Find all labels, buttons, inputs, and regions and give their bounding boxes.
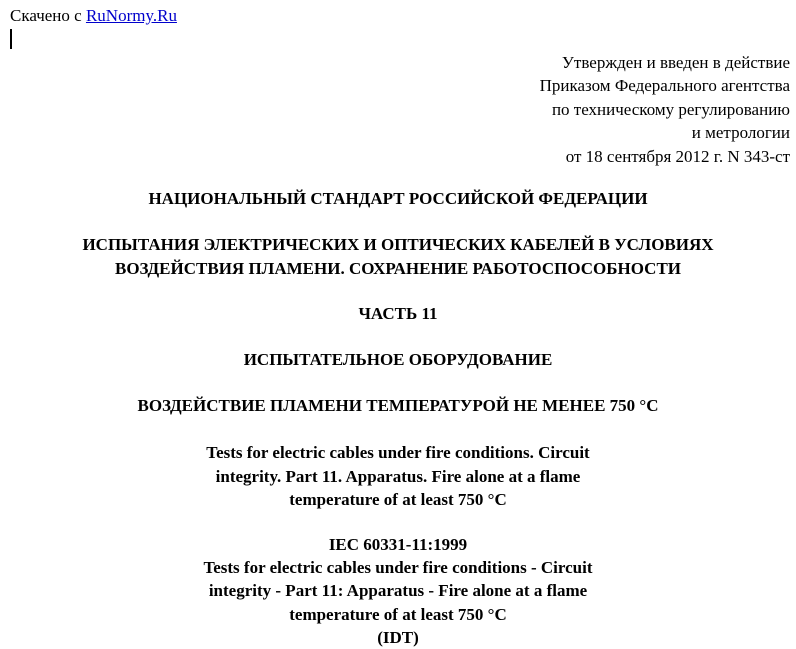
- approval-line: от 18 сентября 2012 г. N 343-ст: [565, 146, 790, 166]
- english-title: [0, 441, 796, 512]
- subtitle-heading: [0, 348, 796, 371]
- approval-line: и метрологии: [691, 123, 790, 143]
- document-title: [0, 233, 796, 280]
- part-heading: [0, 302, 796, 325]
- iec-title-line: temperature of at least 750 °C: [289, 604, 507, 624]
- source-line: [10, 6, 177, 26]
- approval-line: Приказом Федерального агентства: [539, 76, 790, 96]
- iec-equivalence: (IDT): [377, 627, 419, 647]
- subtitle2-heading: [0, 394, 796, 417]
- iec-title-line: Tests for electric cables under fire conditions - Circuit: [203, 558, 593, 578]
- standard-type-heading: [0, 187, 796, 210]
- approval-line: Утвержден и введен в действие: [561, 53, 790, 72]
- source-prefix: Скачено с: [10, 6, 86, 25]
- standard-type: НАЦИОНАЛЬНЫЙ СТАНДАРТ РОССИЙСКОЙ ФЕДЕРАЦИИ: [148, 189, 648, 208]
- title-line: ВОЗДЕЙСТВИЯ ПЛАМЕНИ. СОХРАНЕНИЕ РАБОТОСПОСОБНОСТИ: [114, 258, 682, 278]
- text-cursor: [10, 29, 12, 49]
- english-title-line: temperature of at least 750 °C: [289, 490, 507, 509]
- approval-line: по техническому регулированию: [551, 99, 790, 119]
- iec-block: [0, 533, 796, 649]
- english-title-line: integrity. Part 11. Apparatus. Fire alone at a flame: [215, 466, 581, 486]
- subtitle2: ВОЗДЕЙСТВИЕ ПЛАМЕНИ ТЕМПЕРАТУРОЙ НЕ МЕНЕЕ 750 °С: [137, 396, 659, 415]
- part-number: ЧАСТЬ 11: [358, 304, 438, 323]
- english-title-line: Tests for electric cables under fire conditions. Circuit: [206, 443, 590, 462]
- iec-title-line: integrity - Part 11: Apparatus - Fire alone at a flame: [208, 581, 588, 601]
- iec-code: IEC 60331-11:1999: [328, 535, 468, 554]
- title-line: ИСПЫТАНИЯ ЭЛЕКТРИЧЕСКИХ И ОПТИЧЕСКИХ КАБЕЛЕЙ В УСЛОВИЯХ: [82, 235, 714, 254]
- subtitle: ИСПЫТАТЕЛЬНОЕ ОБОРУДОВАНИЕ: [243, 350, 553, 369]
- source-link[interactable]: RuNormy.Ru: [85, 6, 177, 25]
- approval-block: [540, 51, 790, 168]
